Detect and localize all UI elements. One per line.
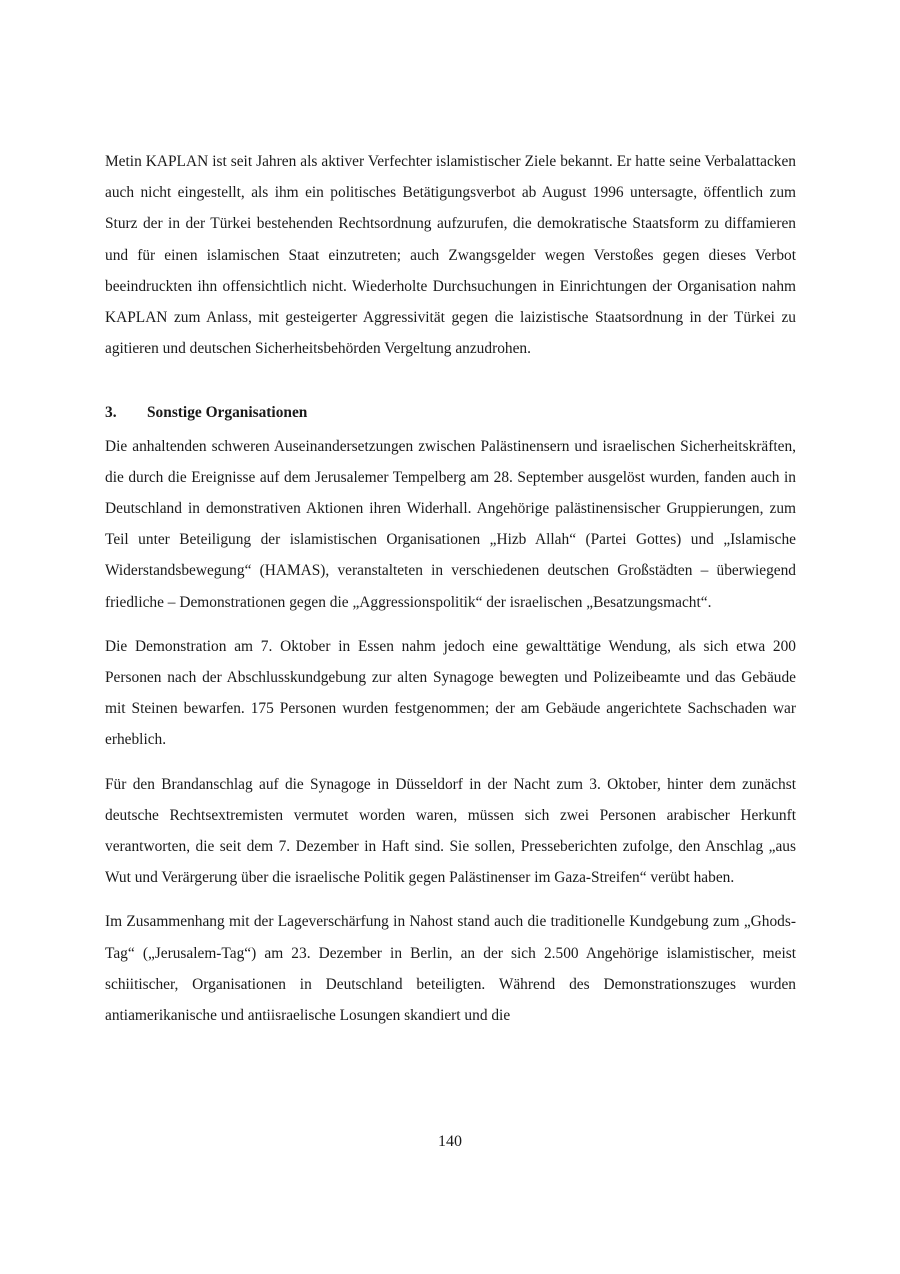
section-title: Sonstige Organisationen (147, 404, 308, 422)
page-number: 140 (438, 1133, 462, 1150)
section-heading (105, 397, 796, 428)
paragraph-ghods-tag: Im Zusammenhang mit der Lageverschärfung in Nahost stand auch die traditionelle Kundgebung zum „Ghods-Tag“ („Jerusalem-Tag“) am 23. Dezember in Berlin, an der sich 2.500 Angehörige islamistischer, meist schiitischer, Organisationen in Deutschland beteiligten. Während des Demonstrationszuges wurden antiamerikanische und antiisraelische Losungen skandiert und die (105, 913, 796, 1025)
paragraph-essen: Die Demonstration am 7. Oktober in Essen nahm jedoch eine gewalttätige Wendung, als sich etwa 200 Personen nach der Abschlusskundgebung zur alten Synagoge bewegten und Polizeibeamte und das Gebäude mit Steinen bewarfen. 175 Personen wurden festgenommen; der am Gebäude angerichtete Sachschaden war erheblich. (105, 637, 796, 749)
paragraph-demonstrations: Die anhaltenden schweren Auseinandersetzungen zwischen Palästinensern und israelischen Sicherheitskräften, die durch die Ereignisse auf dem Jerusalemer Tempelberg am 28. September ausgelöst wurden, fanden auch in Deutschland in demonstrativen Aktionen ihren Widerhall. Angehörige palästinensischer Gruppierungen, zum Teil unter Beteiligung der islamistischen Organisationen „Hizb Allah“ (Partei Gottes) und „Islamische Widerstandsbewegung“ (HAMAS), veranstalteten in verschiedenen deutschen Großstädten – überwiegend friedliche – Demonstrationen gegen die „Aggressionspolitik“ der israelischen „Besatzungsmacht“. (105, 437, 796, 611)
paragraph-kaplan: Metin KAPLAN ist seit Jahren als aktiver Verfechter islamistischer Ziele bekannt. Er hatte seine Verbalattacken auch nicht eingestellt, als ihm ein politisches Betätigungsverbot ab August 1996 untersagte, öffentlich zum Sturz der in der Türkei bestehenden Rechtsordnung aufzurufen, die demokratische Staatsform zu diffamieren und für einen islamischen Staat einzutreten; auch Zwangsgelder wegen Verstoßes gegen dieses Verbot beeindruckten ihn offensichtlich nicht. Wiederholte Durchsuchungen in Einrichtungen der Organisation nahm KAPLAN zum Anlass, mit gesteigerter Aggressivität gegen die laizistische Staatsordnung in der Türkei zu agitieren und deutschen Sicherheitsbehörden Vergeltung anzudrohen. (105, 153, 796, 358)
page-body (105, 146, 796, 1031)
section-number: 3. (105, 404, 117, 422)
paragraph-duesseldorf: Für den Brandanschlag auf die Synagoge in Düsseldorf in der Nacht zum 3. Oktober, hinter dem zunächst deutsche Rechtsextremisten vermutet worden waren, müssen sich zwei Personen arabischer Herkunft verantworten, die seit dem 7. Dezember in Haft sind. Sie sollen, Presseberichten zufolge, den Anschlag „aus Wut und Verärgerung über die israelische Politik gegen Palästinenser im Gaza-Streifen“ verübt haben. (105, 775, 796, 887)
